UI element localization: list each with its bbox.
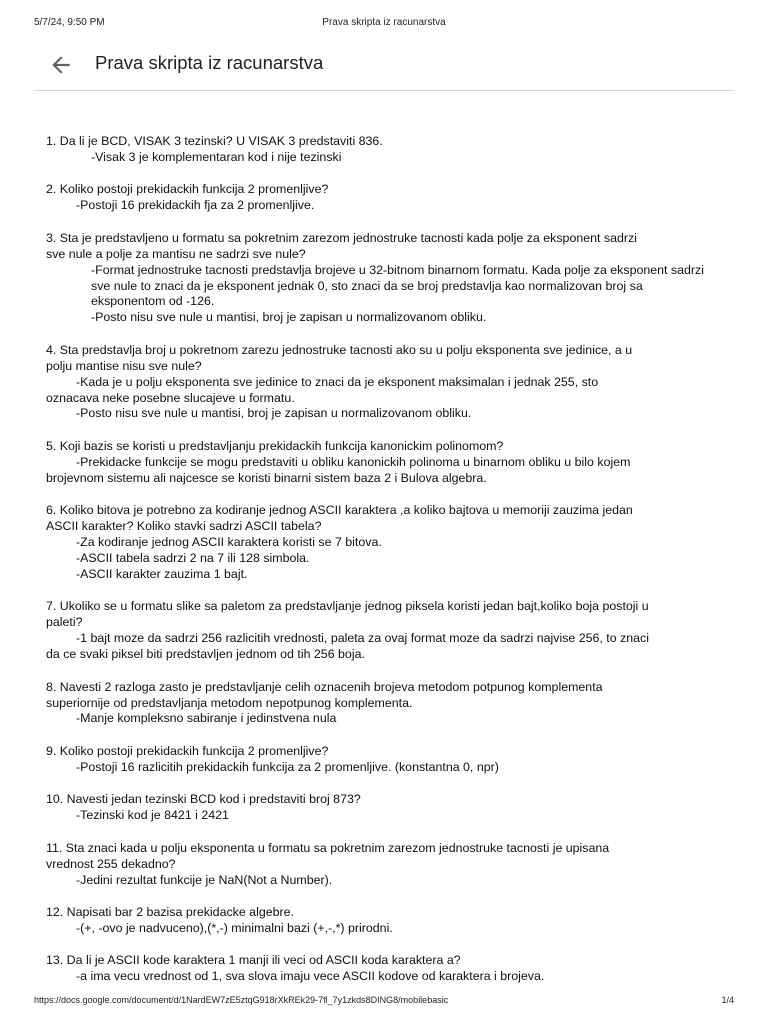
qa-item xyxy=(46,134,718,166)
answer-line: -Posto nisu sve nule u mantisi, broj je zapisan u normalizovanom obliku. xyxy=(91,310,487,325)
question-line: 13. Da li je ASCII kode karaktera 1 manji ili veci od ASCII koda karaktera a? xyxy=(46,953,461,968)
document-header xyxy=(34,44,734,91)
answer-line: -1 bajt moze da sadrzi 256 razlicitih vrednosti, paleta za ovaj format moze da sadrzi najvise 256, to znaci xyxy=(76,631,650,646)
question-line: 1. Da li je BCD, VISAK 3 tezinski? U VISAK 3 predstaviti 836. xyxy=(46,134,383,148)
answer-line: -Visak 3 je komplementaran kod i nije tezinski xyxy=(91,149,342,164)
answer-line: oznacava neke posebne slucajeve u formatu. xyxy=(46,390,295,405)
print-header xyxy=(34,17,734,31)
answer-line: -Format jednostruke tacnosti predstavlja brojeve u 32-bitnom binarnom formatu. Kada polje za eksponent sadrzi sve nule to znaci da je eksponent jednak 0, sto znaci da se broj predstavlja kao normalizovan broj sa eksponentom od -126. xyxy=(91,262,704,309)
qa-item xyxy=(46,953,718,985)
print-footer xyxy=(34,995,734,1009)
print-timestamp: 5/7/24, 9:50 PM xyxy=(34,17,105,28)
qa-item xyxy=(46,182,718,214)
question-line: paleti? xyxy=(46,615,83,630)
qa-item xyxy=(46,841,718,889)
answer-line: -ASCII tabela sadrzi 2 na 7 ili 128 simbola. xyxy=(76,551,310,565)
answer-line: -a ima vecu vrednost od 1, sva slova imaju vece ASCII kodove od karaktera i brojeva. xyxy=(76,969,545,984)
question-line: 10. Navesti jedan tezinski BCD kod i predstaviti broj 873? xyxy=(46,792,361,807)
document-title: Prava skripta iz racunarstva xyxy=(95,52,324,73)
print-page-title: Prava skripta iz racunarstva xyxy=(322,17,446,28)
question-line: 7. Ukoliko se u formatu slike sa paletom za predstavljanje jednog piksela koristi jedan bajt,koliko boja postoji u xyxy=(46,599,649,614)
question-line: 4. Sta predstavlja broj u pokretnom zarezu jednostruke tacnosti ako su u polju eksponenta sve jedinice, a u xyxy=(46,342,633,357)
answer-line: -Za kodiranje jednog ASCII karaktera koristi se 7 bitova. xyxy=(76,535,382,550)
qa-item xyxy=(46,599,718,663)
question-line: sve nule a polje za mantisu ne sadrzi sve nule? xyxy=(46,246,306,261)
answer-line: -Jedini rezultat funkcije je NaN(Not a Number). xyxy=(76,872,333,887)
question-line: 12. Napisati bar 2 bazisa prekidacke algebre. xyxy=(46,905,294,920)
question-line: 5. Koji bazis se koristi u predstavljanju prekidackih funkcija kanonickim polinomom? xyxy=(46,438,504,453)
question-line: ASCII karakter? Koliko stavki sadrzi ASCII tabela? xyxy=(46,519,322,534)
qa-item xyxy=(46,439,718,487)
qa-item xyxy=(46,792,718,824)
answer-line: -Posto nisu sve nule u mantisi, broj je zapisan u normalizovanom obliku. xyxy=(76,406,472,421)
arrow-left-icon[interactable] xyxy=(48,52,74,78)
qa-item xyxy=(46,343,718,423)
answer-line: brojevnom sistemu ali najcesce se koristi binarni sistem baza 2 i Bulova algebra. xyxy=(46,470,487,485)
question-line: superiornije od predstavljanja metodom nepotpunog komplementa. xyxy=(46,695,413,710)
question-line: 3. Sta je predstavljeno u formatu sa pokretnim zarezom jednostruke tacnosti kada polje za eksponent sadrzi xyxy=(46,230,637,245)
answer-line: da ce svaki piksel biti predstavljen jednom od tih 256 boja. xyxy=(46,647,365,662)
question-line: 11. Sta znaci kada u polju eksponenta u formatu sa pokretnim zarezom jednostruke tacnosti je upisana xyxy=(46,840,610,855)
qa-item xyxy=(46,680,718,728)
question-line: 8. Navesti 2 razloga zasto je predstavljanje celih oznacenih brojeva metodom potpunog komplementa xyxy=(46,679,603,694)
question-line: polju mantise nisu sve nule? xyxy=(46,358,202,373)
qa-item xyxy=(46,905,718,937)
answer-line: -Prekidacke funkcije se mogu predstaviti u obliku kanonickih polinoma u binarnom obliku u bilo kojem xyxy=(76,454,631,469)
print-url: https://docs.google.com/document/d/1NardEW7zE5ztqG918rXkREk29-7fl_7y1zkds8DING8/mobilebasic xyxy=(34,995,449,1005)
question-line: vrednost 255 dekadno? xyxy=(46,856,176,871)
question-line: 6. Koliko bitova je potrebno za kodiranje jednog ASCII karaktera ,a koliko bajtova u memoriji zauzima jedan xyxy=(46,503,633,518)
qa-item xyxy=(46,503,718,583)
answer-line: -Kada je u polju eksponenta sve jedinice to znaci da je eksponent maksimalan i jednak 255, sto xyxy=(76,374,599,389)
answer-line: -Postoji 16 razlicitih prekidackih funkcija za 2 promenljive. (konstantna 0, npr) xyxy=(76,759,499,774)
answer-line: -ASCII karakter zauzima 1 bajt. xyxy=(76,566,248,581)
answer-line: -Tezinski kod je 8421 i 2421 xyxy=(76,808,229,823)
question-line: 2. Koliko postoji prekidackih funkcija 2 promenljive? xyxy=(46,182,329,197)
question-line: 9. Koliko postoji prekidackih funkcija 2 promenljive? xyxy=(46,743,329,758)
qa-item xyxy=(46,231,718,326)
answer-line: -(+, -ovo je nadvuceno),(*,-) minimalni bazi (+,-,*) prirodni. xyxy=(76,920,393,935)
document-body xyxy=(46,134,718,1002)
print-page-number: 1/4 xyxy=(721,995,734,1005)
answer-line: -Postoji 16 prekidackih fja za 2 promenljive. xyxy=(76,198,315,213)
answer-line: -Manje kompleksno sabiranje i jedinstvena nula xyxy=(76,711,337,726)
qa-item xyxy=(46,744,718,776)
